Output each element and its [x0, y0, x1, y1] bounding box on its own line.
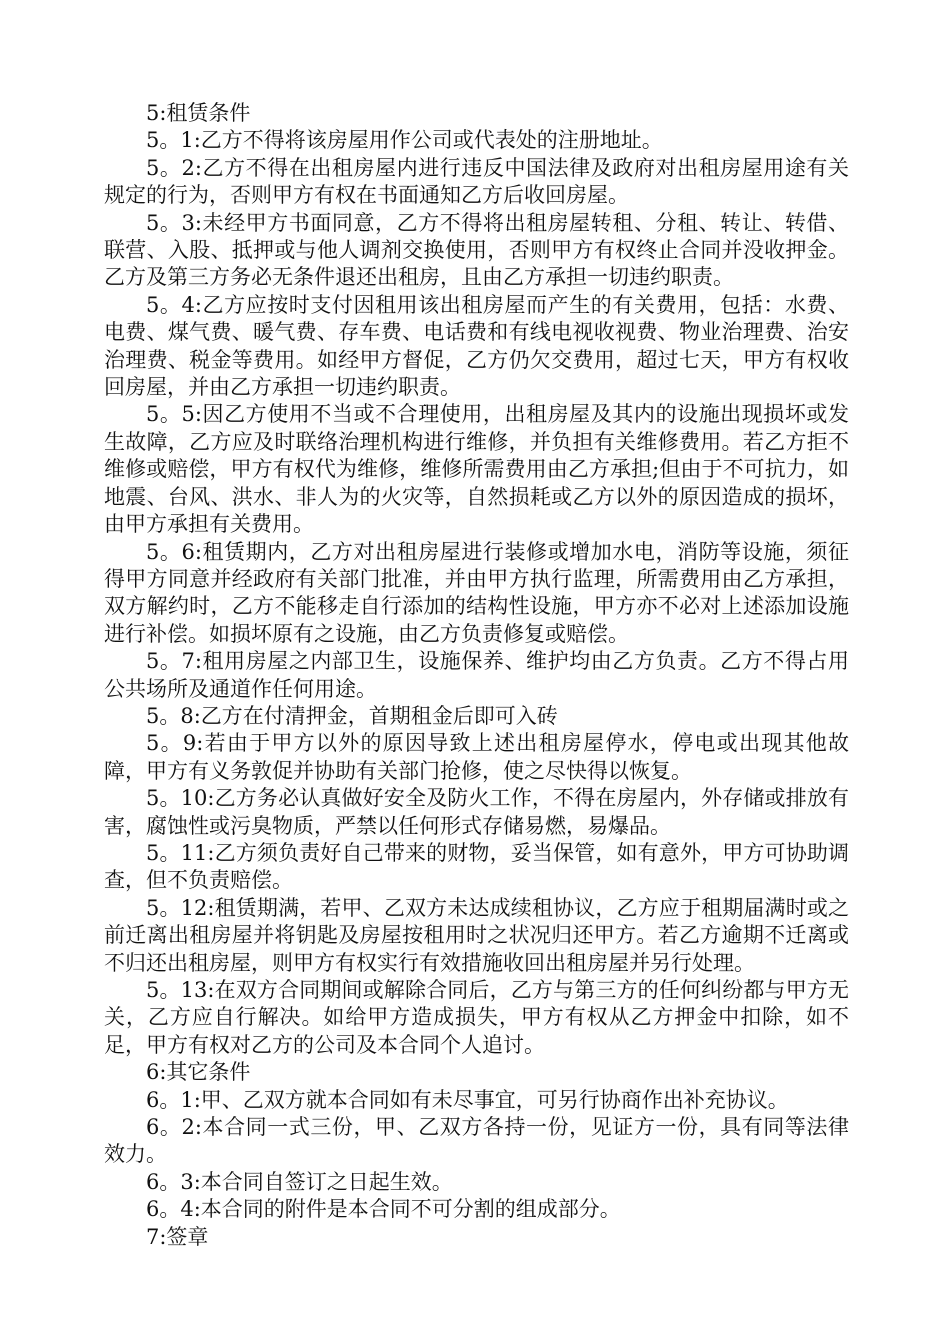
clause-5-8: 5。8:乙方在付清押金，首期租金后即可入砖 [146, 703, 558, 728]
clause-5-12: 5。12:租赁期满，若甲、乙双方未达成续租协议，乙方应于租期届满时或之前迁离出租房屋并将钥匙及房屋按租用时之状况归还甲方。若乙方逾期不迁离或不归还出租房屋，则甲方有权实行有效措施收回出租房屋并另行处理。 [104, 895, 849, 975]
clause-5-7: 5。7:租用房屋之内部卫生，设施保养、维护均由乙方负责。乙方不得占用公共场所及通道作任何用途。 [104, 649, 849, 701]
clause-5-2: 5。2:乙方不得在出租房屋内进行违反中国法律及政府对出租房屋用途有关规定的行为，否则甲方有权在书面通知乙方后收回房屋。 [104, 155, 849, 208]
section-heading-lease-terms: 5:租赁条件 [146, 101, 251, 125]
clause-6-3: 6。3:本合同自签订之日起生效。 [146, 1169, 453, 1194]
clause-5-5: 5。5:因乙方使用不当或不合理使用，出租房屋及其内的设施出现损坏或发生故障，乙方应及时联络治理机构进行维修，并负担有关维修费用。若乙方拒不维修或赔偿，甲方有权代为维修，维修所需费用由乙方承担;但由于不可抗力，如地震、台风、洪水、非人为的火灾等，自然损耗或乙方以外的原因造成的损坏，由甲方承担有关费用。 [104, 402, 849, 537]
clause-6-4: 6。4:本合同的附件是本合同不可分割的组成部分。 [146, 1197, 621, 1222]
clause-6-2: 6。2:本合同一式三份，甲、乙双方各持一份，见证方一份，具有同等法律效力。 [104, 1115, 849, 1167]
clause-5-9: 5。9:若由于甲方以外的原因导致上述出租房屋停水，停电或出现其他故障，甲方有义务敦促并协助有关部门抢修，使之尽快得以恢复。 [104, 731, 849, 783]
clause-5-6: 5。6:租赁期内，乙方对出租房屋进行装修或增加水电，消防等设施，须征得甲方同意并经政府有关部门批准，并由甲方执行监理，所需费用由乙方承担，双方解约时，乙方不能移走自行添加的结构性设施，甲方亦不必对上述添加设施进行补偿。如损坏原有之设施，由乙方负责修复或赔偿。 [104, 539, 849, 646]
section-heading-other-terms: 6:其它条件 [146, 1060, 251, 1085]
clause-5-4: 5。4:乙方应按时支付因租用该出租房屋而产生的有关费用，包括：水费、电费、煤气费、暖气费、存车费、电话费和有线电视收视费、物业治理费、治安治理费、税金等费用。如经甲方督促，乙方仍欠交费用，超过七天，甲方有权收回房屋，并由乙方承担一切违约职责。 [104, 292, 849, 400]
clause-5-3: 5。3:未经甲方书面同意，乙方不得将出租房屋转租、分租、转让、转借、联营、入股、抵押或与他人调剂交换使用，否则甲方有权终止合同并没收押金。乙方及第三方务必无条件退还出租房，且由乙方承担一切违约职责。 [104, 210, 849, 290]
clause-5-11: 5。11:乙方须负责好自己带来的财物，妥当保管，如有意外，甲方可协助调查，但不负责赔偿。 [104, 840, 849, 893]
clause-6-1: 6。1:甲、乙双方就本合同如有未尽事宜，可另行协商作出补充协议。 [146, 1087, 789, 1112]
clause-5-10: 5。10:乙方务必认真做好安全及防火工作，不得在房屋内，外存储或排放有害，腐蚀性或污臭物质，严禁以任何形式存储易燃，易爆品。 [104, 786, 849, 838]
section-heading-signature: 7:签章 [146, 1224, 209, 1249]
document-body [104, 100, 849, 1251]
clause-5-13: 5。13:在双方合同期间或解除合同后，乙方与第三方的任何纠纷都与甲方无关，乙方应自行解决。如给甲方造成损失，甲方有权从乙方押金中扣除，如不足，甲方有权对乙方的公司及本合同个人追讨。 [104, 978, 849, 1057]
clause-5-1: 5。1:乙方不得将该房屋用作公司或代表处的注册地址。 [146, 128, 663, 153]
